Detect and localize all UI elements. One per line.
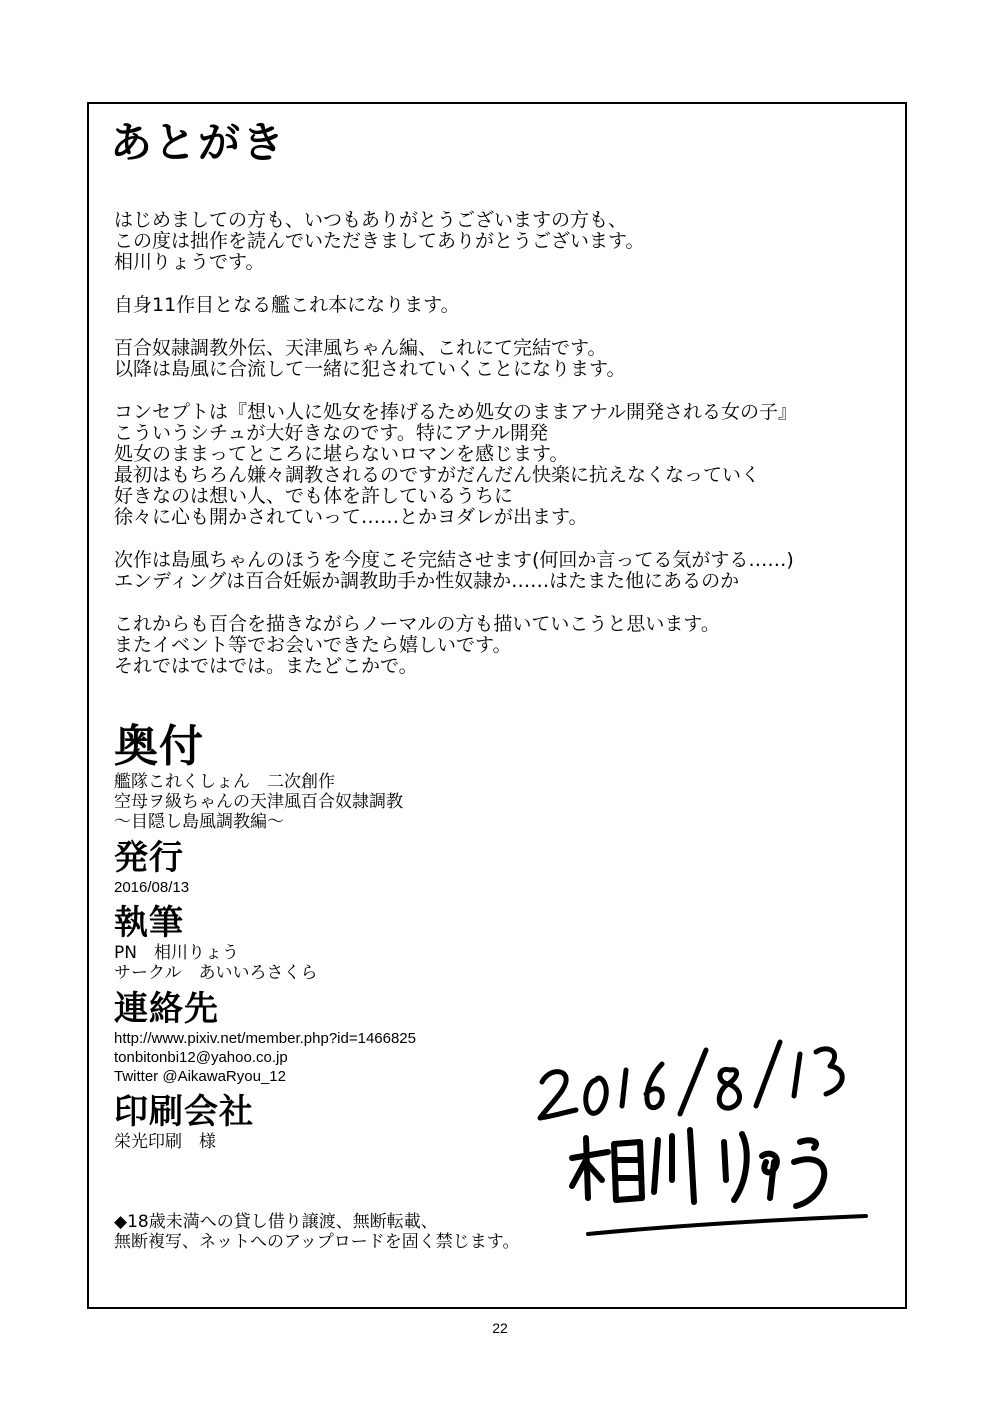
pen-name: PN 相川りょう — [114, 943, 239, 963]
afterword-paragraph — [114, 338, 874, 380]
legal-warning — [114, 1212, 519, 1252]
signature-underline — [588, 1216, 866, 1234]
body-line: 徐々に心も開かされていって……とかヨダレが出ます。 — [114, 506, 588, 528]
afterword-paragraph — [114, 550, 874, 592]
printer-name: 栄光印刷 様 — [114, 1132, 216, 1152]
okuzuke-section — [114, 722, 574, 832]
contact-heading: 連絡先 — [114, 989, 219, 1029]
body-line: はじめましての方も、いつもありがとうございますの方も、 — [114, 209, 628, 231]
body-line: 相川りょうです。 — [114, 251, 265, 273]
author-heading: 執筆 — [114, 903, 184, 943]
body-line: これからも百合を描きながらノーマルの方も描いていこうと思います。 — [114, 613, 720, 635]
contact-email: tonbitonbi12@yahoo.co.jp — [114, 1049, 288, 1066]
body-line: エンディングは百合妊娠か調教助手か性奴隷か……はたまた他にあるのか — [114, 570, 740, 592]
afterword-paragraph — [114, 614, 874, 677]
page-number: 22 — [492, 1320, 508, 1336]
contact-twitter: Twitter @AikawaRyou_12 — [114, 1068, 286, 1085]
signature-name — [572, 1130, 824, 1206]
colophon — [114, 722, 574, 1158]
publish-heading: 発行 — [114, 838, 184, 878]
body-line: またイベント等でお会いできたら嬉しいです。 — [114, 634, 512, 656]
contact-section — [114, 989, 574, 1086]
printer-heading: 印刷会社 — [114, 1092, 254, 1132]
afterword-title: あとがき — [110, 118, 287, 167]
afterword-paragraph — [114, 295, 874, 316]
afterword-paragraph — [114, 210, 874, 273]
body-line: 百合奴隷調教外伝、天津風ちゃん編、これにて完結です。 — [114, 337, 607, 359]
body-line: 自身11作目となる艦これ本になります。 — [114, 294, 460, 316]
book-subtitle-line: ～目隠し島風調教編～ — [114, 812, 284, 832]
body-line: 最初はもちろん嫌々調教されるのですがだんだん快楽に抗えなくなっていく — [114, 464, 761, 486]
publish-section — [114, 838, 574, 897]
warning-line: 無断複写、ネットへのアップロードを固く禁じます。 — [114, 1232, 520, 1252]
afterword-body — [114, 210, 874, 699]
body-line: 次作は島風ちゃんのほうを今度こそ完結させます(何回か言ってる気がする……) — [114, 549, 794, 571]
circle-name: サークル あいいろさくら — [114, 963, 318, 983]
series-line: 艦隊これくしょん 二次創作 — [114, 772, 335, 792]
contact-url: http://www.pixiv.net/member.php?id=1466825 — [114, 1030, 416, 1047]
signature-date — [540, 1042, 842, 1118]
afterword-paragraph — [114, 402, 874, 528]
body-line: それではではでは。またどこかで。 — [114, 655, 418, 677]
body-line: 以降は島風に合流して一緒に犯されていくことになります。 — [114, 358, 626, 380]
printer-section — [114, 1092, 574, 1152]
body-line: 好きなのは想い人、でも体を許しているうちに — [114, 485, 514, 507]
okuzuke-heading: 奥付 — [114, 721, 204, 772]
body-line: 処女のままってところに堪らないロマンを感じます。 — [114, 443, 569, 465]
publish-date: 2016/08/13 — [114, 879, 190, 896]
book-title-line: 空母ヲ級ちゃんの天津風百合奴隷調教 — [114, 792, 403, 812]
body-line: この度は拙作を読んでいただきましてありがとうございます。 — [114, 230, 645, 252]
warning-line: ◆18歳未満への貸し借り譲渡、無断転載、 — [114, 1212, 438, 1232]
body-line: コンセプトは『想い人に処女を捧げるため処女のままアナル開発される女の子』 — [114, 401, 798, 423]
handwritten-signature — [530, 1030, 870, 1250]
body-line: こういうシチュが大好きなのです。特にアナル開発 — [114, 422, 548, 444]
author-section — [114, 903, 574, 983]
